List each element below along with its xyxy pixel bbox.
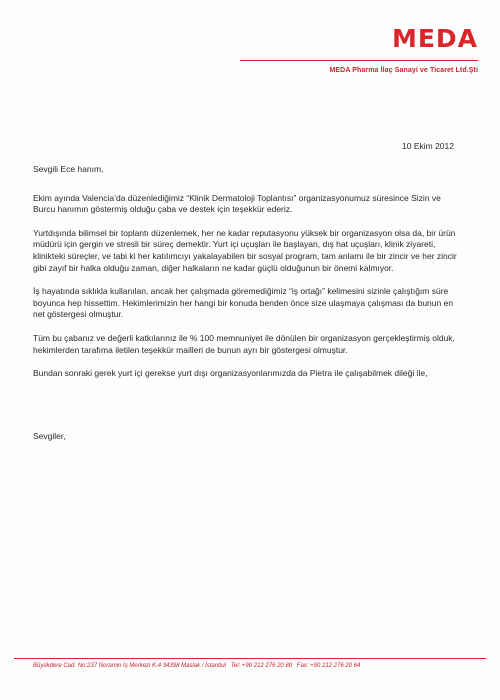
header-divider — [240, 60, 478, 61]
footer-fax: Fax: +90 212 276 20 64 — [296, 663, 361, 669]
footer-divider — [14, 658, 486, 659]
footer-contact — [33, 663, 473, 669]
paragraph-1: Ekim ayında Valencia’da düzenlediğimiz “Klinik Dermatoloji Toplantısı” organizasyonumuz süresince Sizin ve Burcu hanımın göstermiş olduğu çaba ve destek için teşekkür ederiz. — [33, 192, 441, 215]
salutation: Sevgili Ece hanım, — [33, 164, 104, 174]
footer-phone: Tel: +90 212 276 20 80 — [230, 663, 293, 669]
paragraph-3: İş hayatında sıklıkla kullanılan, ancak her çalışmada göremediğimiz “iş ortağı” kelimesini sizinle çalıştığım süre boyunca hep hissettim. Hekimlerimizin her hangi bir konuda benden önce size ulaşmaya çalışması da bunun en net göstergesi olmuştur. — [33, 286, 454, 320]
footer-address: Büyükdere Cad. No:237 Noramin İş Merkezi K.4 34398 Maslak / İstanbul — [33, 663, 227, 669]
letter-date: 10 Ekim 2012 — [402, 141, 454, 151]
company-name: MEDA Pharma İlaç Sanayi ve Ticaret Ltd.Şti — [329, 67, 478, 74]
closing: Sevgiler, — [33, 431, 66, 441]
paragraph-4: Tüm bu çabanız ve değerli katkılarınız ile % 100 memnuniyet ile dönülen bir organizasyon gerçekleştirmiş olduk, hekimlerden tarafıma iletilen teşekkür mailleri de bunun ayrı bir göstergesi olmuştur. — [33, 332, 455, 355]
paragraph-5: Bundan sonraki gerek yurt içi gerekse yurt dışı organizasyonlarımızda da Pietra ile çalışabilmek dileği ile, — [33, 368, 428, 379]
meda-logo: MEDA — [391, 24, 478, 53]
paragraph-2: Yurtdışında bilimsel bir toplantı düzenlemek, her ne kadar reputasyonu yüksek bir organizasyon olsa da, bir ürün müdürü için gergin ve stresli bir süreç demektir. Yurt içi uçuşları ile başlayan, dış hat uçuşları, klinik ziyareti, klinikteki süreçler, ve tabi ki her katılımcıyı yakalayabilen bir sosyal program, tam anlamı ile bir zincir ve her zincir gibi zayıf bir halka olduğu zaman, diğer halkaların ne kadar güçlü olduğunun bir önemi kalmıyor. — [33, 227, 457, 273]
letter-body — [33, 164, 461, 392]
